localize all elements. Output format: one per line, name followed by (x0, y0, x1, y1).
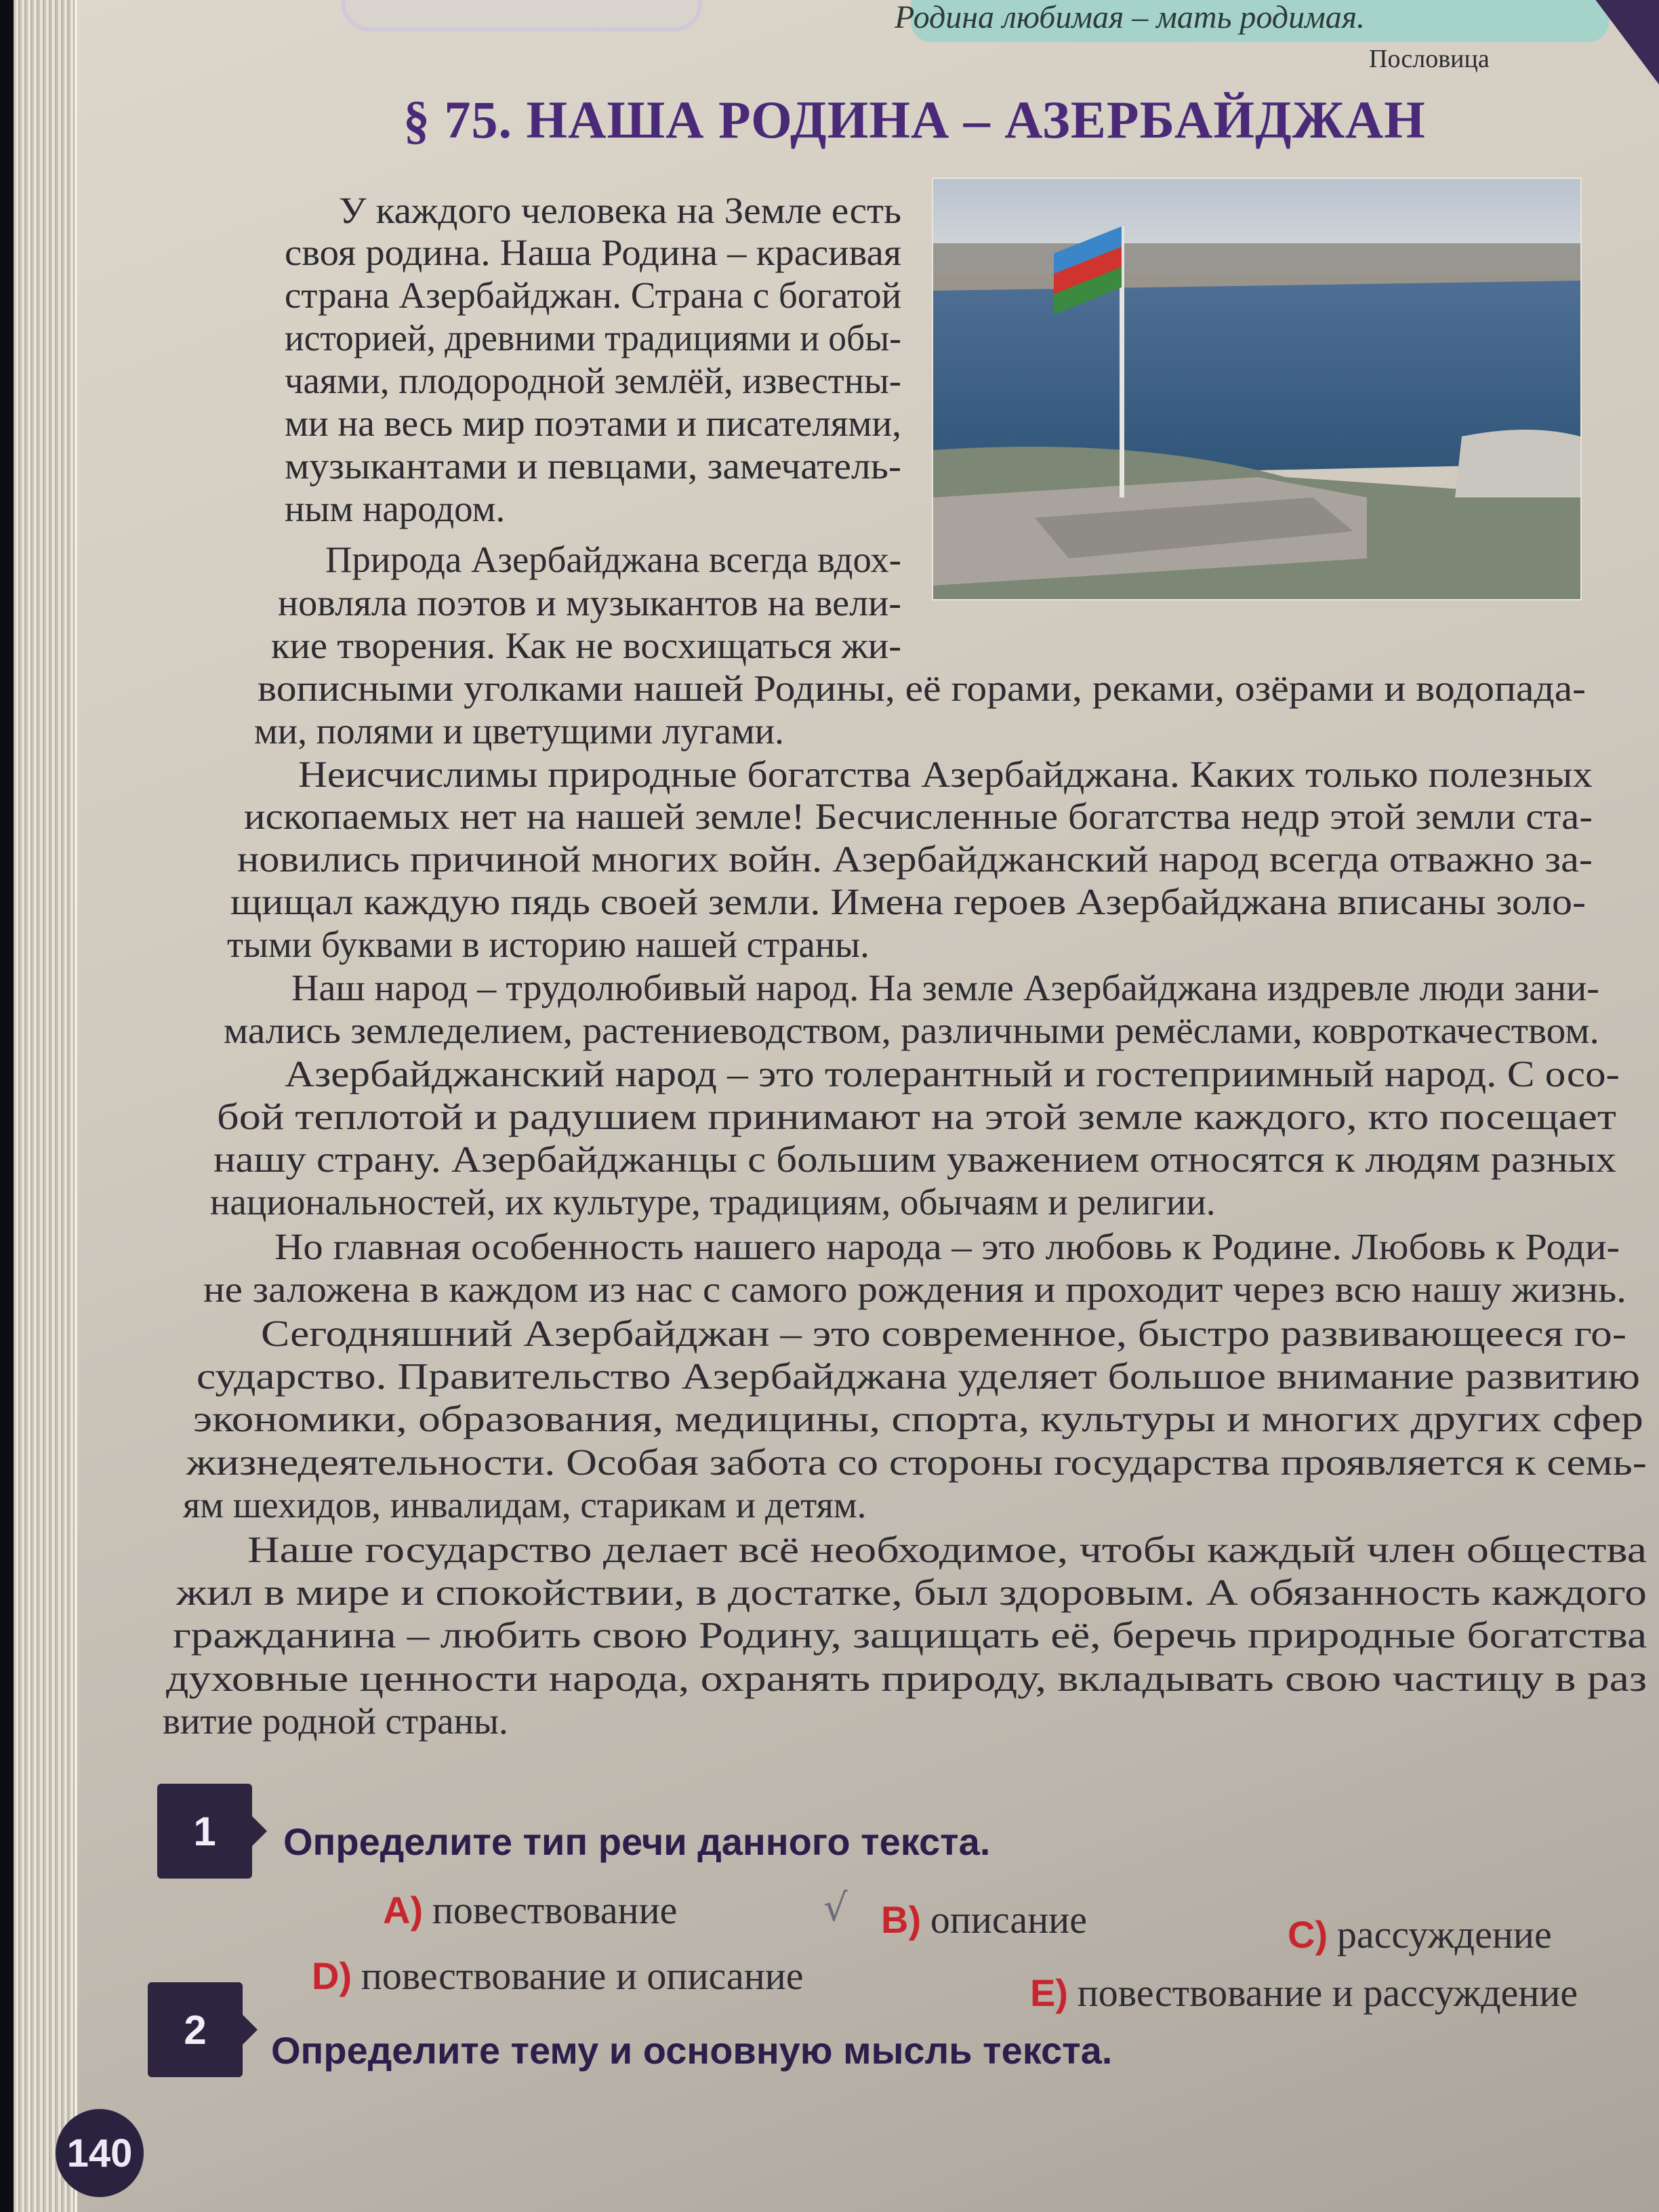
option-letter: B) (881, 1898, 922, 1941)
checkmark-icon: √ (823, 1886, 848, 1930)
body-line: историей, древними традициями и обы- (285, 317, 901, 359)
motto-source: Пословица (1369, 45, 1490, 73)
option-d (312, 1954, 804, 1998)
body-line: витие родной страны. (163, 1700, 508, 1742)
task-number: 1 (193, 1808, 216, 1854)
body-line: нашу страну. Азербайджанцы с большим уважением относятся к людям разных (213, 1139, 1616, 1180)
option-letter: C) (1288, 1913, 1328, 1956)
body-line: У каждого человека на Земле есть (339, 190, 902, 231)
body-line: Но главная особенность нашего народа – это любовь к Родине. Любовь к Роди- (274, 1226, 1620, 1267)
body-line: кие творения. Как не восхищаться жи- (271, 625, 902, 666)
option-letter: D) (312, 1954, 352, 1997)
body-line: новляла поэтов и музыкантов на вели- (278, 582, 901, 623)
option-b (881, 1900, 1087, 1940)
body-line: тыми буквами в историю нашей страны. (227, 924, 869, 965)
body-line: духовные ценности народа, охранять природу, вкладывать свою частицу в раз (166, 1658, 1647, 1699)
body-line: ми, полями и цветущими лугами. (254, 710, 784, 752)
body-line: ископаемых нет на нашей земле! Бесчисленные богатства недр этой земли ста- (244, 796, 1593, 837)
body-line: Неисчислимы природные богатства Азербайджана. Каких только полезных (298, 754, 1593, 795)
motto: Родина любимая – мать родимая. (895, 0, 1366, 35)
option-c (1288, 1912, 1552, 1957)
body-line: Наше государство делает всё необходимое, чтобы каждый член общества (247, 1529, 1647, 1570)
body-line: своя родина. Наша Родина – красивая (285, 232, 901, 273)
body-line: музыкантами и певцами, замечатель- (285, 445, 902, 487)
option-text: повествование (432, 1888, 678, 1932)
option-text: повествование и описание (361, 1954, 804, 1998)
body-line: не заложена в каждом из нас с самого рождения и проходит через всю нашу жизнь. (203, 1269, 1626, 1310)
body-line: бой теплотой и радушием принимают на этой земле каждого, кто посещает (217, 1096, 1616, 1137)
option-text: описание (930, 1898, 1087, 1942)
option-e (1030, 1973, 1578, 2013)
body-line: мались земледелием, растениеводством, различными ремёслами, ковроткачеством. (224, 1010, 1599, 1051)
body-line: гражданина – любить свою Родину, защищать её, беречь природные богатства (173, 1614, 1647, 1656)
page-number-badge (56, 2109, 144, 2197)
body-line: сударство. Правительство Азербайджана уделяет большое внимание развитию (197, 1355, 1641, 1397)
body-line: ным народом. (285, 488, 506, 529)
task-number: 2 (184, 2007, 207, 2053)
body-line: вописными уголками нашей Родины, её горами, реками, озёрами и водопада- (258, 668, 1586, 709)
body-line: ям шехидов, инвалидам, старикам и детям. (183, 1484, 867, 1525)
flag-square-photo (932, 178, 1582, 600)
body-line: новились причиной многих войн. Азербайджанский народ всегда отважно за- (237, 838, 1593, 880)
option-a (383, 1888, 678, 1932)
page-title: § 75. НАША РОДИНА – АЗЕРБАЙДЖАН (403, 90, 1426, 149)
body-line: экономики, образования, медицины, спорта, культуры и многих других сфер (193, 1398, 1643, 1439)
body-line: щищал каждую пядь своей земли. Имена героев Азербайджана вписаны золо- (230, 881, 1586, 922)
body-line: национальностей, их культуре, традициям, обычаям и религии. (210, 1181, 1216, 1223)
task-number-box (148, 1982, 243, 2077)
body-line: страна Азербайджан. Страна с богатой (285, 274, 902, 316)
body-line: чаями, плодородной землёй, известны- (285, 360, 901, 401)
body-line: Азербайджанский народ – это толерантный и гостеприимный народ. С осо- (285, 1053, 1620, 1094)
page-number: 140 (66, 2131, 133, 2175)
body-line: Сегодняшний Азербайджан – это современное, быстро развивающееся го- (261, 1313, 1626, 1354)
task-prompt: Определите тему и основную мысль текста. (271, 2029, 1113, 2072)
body-line: Наш народ – трудолюбивый народ. На земле Азербайджана издревле люди зани- (291, 967, 1599, 1008)
section-logo-frame (342, 0, 702, 31)
option-text: рассуждение (1336, 1912, 1552, 1957)
task-prompt: Определите тип речи данного текста. (283, 1820, 991, 1863)
option-text: повествование и рассуждение (1077, 1971, 1578, 2015)
body-line: жизнедеятельности. Особая забота со стороны государства проявляется к семь- (186, 1441, 1647, 1483)
body-line: жил в мире и спокойствии, в достатке, был здоровым. А обязанность каждого (176, 1572, 1647, 1613)
option-letter: E) (1030, 1971, 1068, 2014)
task-number-box (157, 1784, 252, 1879)
body-line: Природа Азербайджана всегда вдох- (325, 539, 901, 580)
option-letter: A) (383, 1889, 424, 1931)
body-line: ми на весь мир поэтами и писателями, (285, 403, 901, 444)
